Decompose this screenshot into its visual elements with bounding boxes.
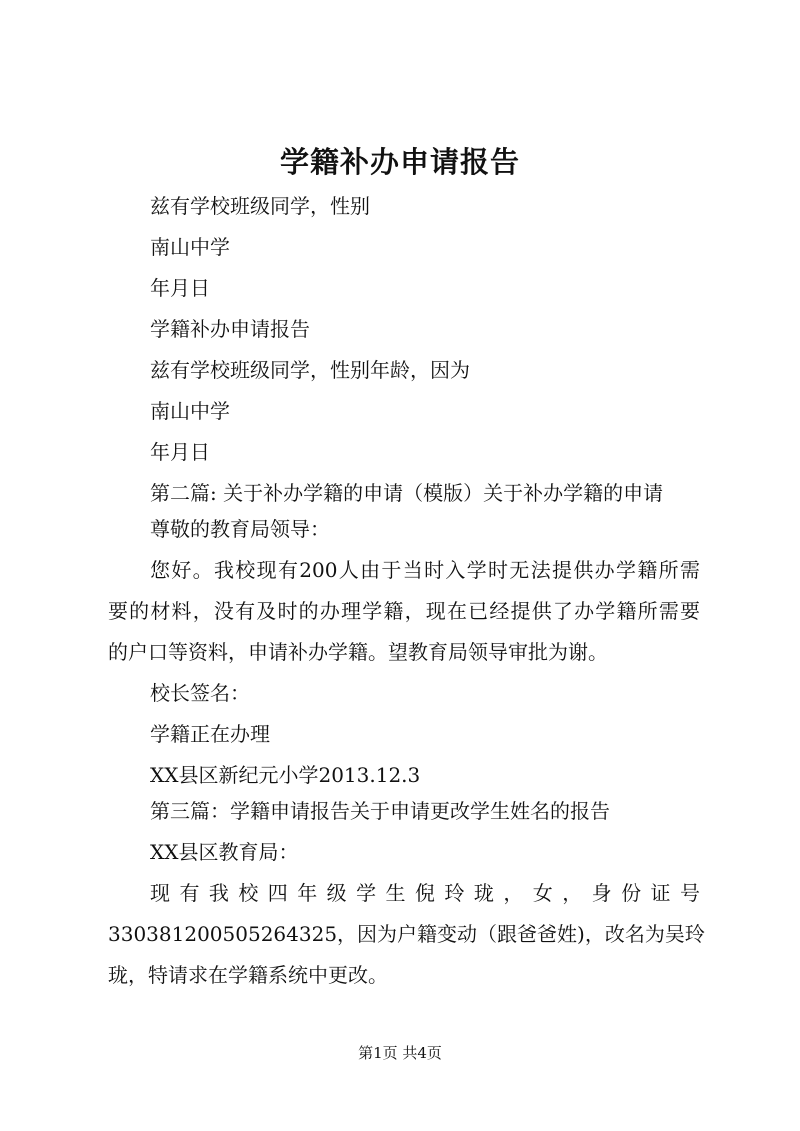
paragraph-line: 要的材料，没有及时的办理学籍，现在已经提供了办学籍所需要 [108, 599, 700, 623]
text-line: 年月日 [150, 440, 210, 464]
page-number: 第1页 共4页 [358, 1044, 442, 1062]
paragraph-line: 珑，特请求在学籍系统中更改。 [108, 963, 388, 987]
text-line: 学籍补办申请报告 [150, 317, 310, 341]
section-heading: 第三篇：学籍申请报告关于申请更改学生姓名的报告 [150, 799, 610, 823]
text-line: 兹有学校班级同学，性别年龄，因为 [150, 358, 470, 382]
signature-date-line: XX县区新纪元小学2013.12.3 [150, 763, 421, 787]
paragraph-line: 您好。我校现有200人由于当时入学时无法提供办学籍所需 [150, 558, 700, 582]
text-line: 南山中学 [150, 399, 230, 423]
text-line: 兹有学校班级同学，性别 [150, 194, 370, 218]
paragraph-line: 330381200505264325，因为户籍变动（跟爸爸姓)，改名为吴玲 [108, 922, 705, 946]
salutation: XX县区教育局： [150, 840, 299, 864]
text-line: 南山中学 [150, 235, 230, 259]
section-heading: 第二篇: 关于补办学籍的申请（模版）关于补办学籍的申请 [150, 481, 664, 505]
salutation: 尊敬的教育局领导： [150, 517, 330, 541]
paragraph-line: 的户口等资料，申请补办学籍。望教育局领导审批为谢。 [108, 640, 608, 664]
text-line: 学籍正在办理 [150, 722, 270, 746]
text-line: 年月日 [150, 276, 210, 300]
document-title: 学籍补办申请报告 [279, 145, 520, 179]
signature-label: 校长签名： [150, 681, 250, 705]
paragraph-line: 现有我校四年级学生倪玲珑，女，身份证号 [150, 881, 700, 905]
